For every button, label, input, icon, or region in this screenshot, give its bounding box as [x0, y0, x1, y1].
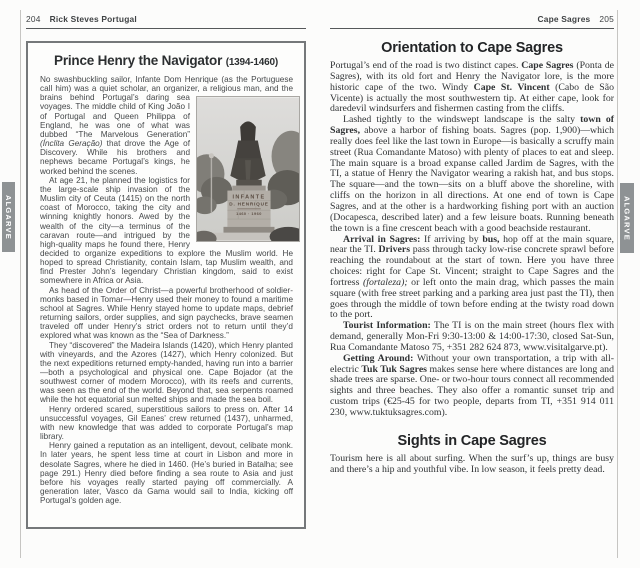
henry-statue-photo [196, 75, 300, 242]
algarve-tab-left: ALGARVE [2, 182, 15, 252]
pedestal-caption-line2: D. HENRIQUE [229, 201, 269, 207]
statue-photo-illustration [196, 96, 300, 242]
sidebar-box-body [40, 75, 300, 505]
sidebar-box-title [40, 53, 292, 68]
orientation-paragraphs [330, 61, 614, 419]
section-heading-orientation: Orientation to Cape Sagres [381, 40, 563, 56]
header-rule-left [26, 28, 306, 29]
paragraph: No swashbuckling sailor, Infante Dom Henrique (as the Portuguese call him) was a quiet scholar, an organizer, a religious man, and the brains behind Portugal’s daring sea voyages. The middle child of King João I of Portugal and Queen Philippa of England, he was one of what was dubbed “The Marvelous Generation” (Ínclita Geração) that drove the Age of Discovery. While his brothers and nephews became Portugal’s kings, he worked behind the scenes. [40, 75, 293, 176]
page-number-left: 204 [26, 14, 41, 24]
page-left [26, 14, 306, 529]
sights-paragraphs [330, 454, 614, 476]
pedestal-caption-line1: INFANTE [232, 194, 266, 201]
section-heading-sights: Sights in Cape Sagres [397, 432, 547, 449]
page-number-right: 205 [599, 14, 614, 24]
statue-pedestal [223, 186, 274, 233]
pedestal-caption-line3: 1460 · 1960 [236, 212, 262, 217]
paragraph: They “discovered” the Madeira Islands (1420), which Henry planted with vineyards, and the Azores (1427), which Henry colonized. But the next expeditions returned empty-handed, having run into a barrier—both a psychological and physical one. Cape Bojador (at the southwest corner of modern Morocco), with its reefs and currents, was seen as the end of the world. Beyond that, sea serpents roamed while the hot equatorial sun melted ships and made the sea boil. [40, 340, 293, 405]
running-head-title-left: Rick Steves Portugal [49, 14, 137, 24]
page-edge-left [20, 10, 21, 558]
page-right [330, 14, 614, 476]
running-head-left [26, 14, 306, 24]
header-rule-right [330, 28, 614, 29]
prince-henry-sidebar-box [26, 41, 306, 529]
paragraph: Arrival in Sagres: If arriving by bus, hop off at the main square, near the TI. Drivers pass through tacky low-rise concrete sprawl before reaching the roundabout at the start of town. Here you have three choices: right for Cape St. Vincent; straight to Cape Sagres and the fortress (fortaleza); or left onto the main drag, which passes the main square (with free street parking and a parking area just past the TI), then goes through the middle of town before ending at the twisty road down to the port. [330, 233, 615, 321]
algarve-tab-right: ALGARVE [620, 183, 634, 253]
paragraph: Portugal’s end of the road is two distinct capes. Cape Sagres (Ponta de Sagres), with its old fort and Henry the Navigator lore, is the more historic cape of the two. Windy Cape St. Vincent (Cabo de São Vicente) is actually the most southwestern tip. At either cape, look for daredevil windsurfers and fishermen casting from the cliffs. [330, 60, 614, 115]
paragraph: Getting Around: Without your own transportation, a trip with all-electric Tuk Tuk Sagres makes sense here where distances are long and shade trees are sparse. One- or two-hour tours connect all recommended sights and three beaches. They also offer a romantic sunset trip and custom trips (€25-45 for two people, departs from TI, +351 914 011 230, www.tuktuksagres.com). [330, 352, 615, 418]
sidebar-box-title-text: Prince Henry the Navigator [54, 53, 223, 68]
paragraph: At age 21, he planned the logistics for the large-scale ship invasion of the Muslim city of Ceuta (1415) on the north coast of Morocco, taking the city and winning knightly honors. Awed by the wealth of the city—a terminus of the caravan route—and intrigued by the high-quality maps he found there, Henry decided to organize expeditions to explore the Muslim world. He hoped to spread Christianity, contain Islam, tap Muslim wealth, and find Prester John’s legendary Christian kingdom, said to exist somewhere in Africa or Asia. [40, 175, 293, 286]
paragraph: Tourism here is all about surfing. When the surf’s up, things are busy and there’s a hip and youthful vibe. In low season, it feels pretty dead. [330, 452, 614, 475]
paragraph: As head of the Order of Christ—a powerful brotherhood of soldier-monks based in Tomar—Henry used their money to found a maritime school at Sagres. While Henry stayed home to update maps, debrief returning sailors, order supplies, and sign paychecks, brave seamen traveled off under Henry’s strict orders not to return until they’d explored what was known as the “Sea of Darkness.” [40, 285, 293, 341]
sidebar-box-title-years: (1394-1460) [225, 57, 278, 68]
running-head-title-right: Cape Sagres [537, 14, 591, 24]
running-head-right [330, 14, 614, 24]
paragraph: Henry ordered scared, superstitious sailors to press on. After 14 unsuccessful voyages, Gil Eanes’ crew returned (1437), unharmed, with new knowledge that was added to corporate Portugal’s map library. [40, 404, 293, 442]
page-edge-right [617, 10, 618, 558]
paragraph: Henry gained a reputation as an intelligent, devout, celibate monk. In later years, he spent less time at court in Lisbon and more in desolate Sagres, where he died in 1460. (He’s buried in Batalha; see page 291.) Henry died before finding a sea route to Asia and just before his voyages really started paying off commercially. A generation later, Vasco da Gama would sail to India, kicking off Portugal’s golden age. [40, 441, 293, 506]
paragraph: Lashed tightly to the windswept landscape is the salty town of Sagres, above a harbor of fishing boats. Sagres (pop. 1,900)—which really does feel like the last town in Europe—is basically a scruffy main street (Rua Comandante Matoso) with plenty of places to eat and sleep. The main square is a broad expanse called Jardim de Sagres, with the TI, a statue of Henry the Navigator wearing a rakish hat, and bus stops. The square—and the town—sits on a bluff above the shoreline, with cliffs on the horizon in all directions. At one end of town is Cape Sagres, and at the other is a hardworking fishing port with an auction (Docapesca, described later) and a few leisure boats. Running beneath the town is a fine crescent beach with a good beachside restaurant. [330, 114, 614, 234]
paragraph: Tourist Information: The TI is on the main street (hours flex with demand, generally Mon-Fri 9:30-13:00 & 14:00-17:30, closed Sat-Sun, Rua Comandante Matoso 75, +351 282 624 873, www.visitalgarve.pt). [330, 320, 614, 353]
